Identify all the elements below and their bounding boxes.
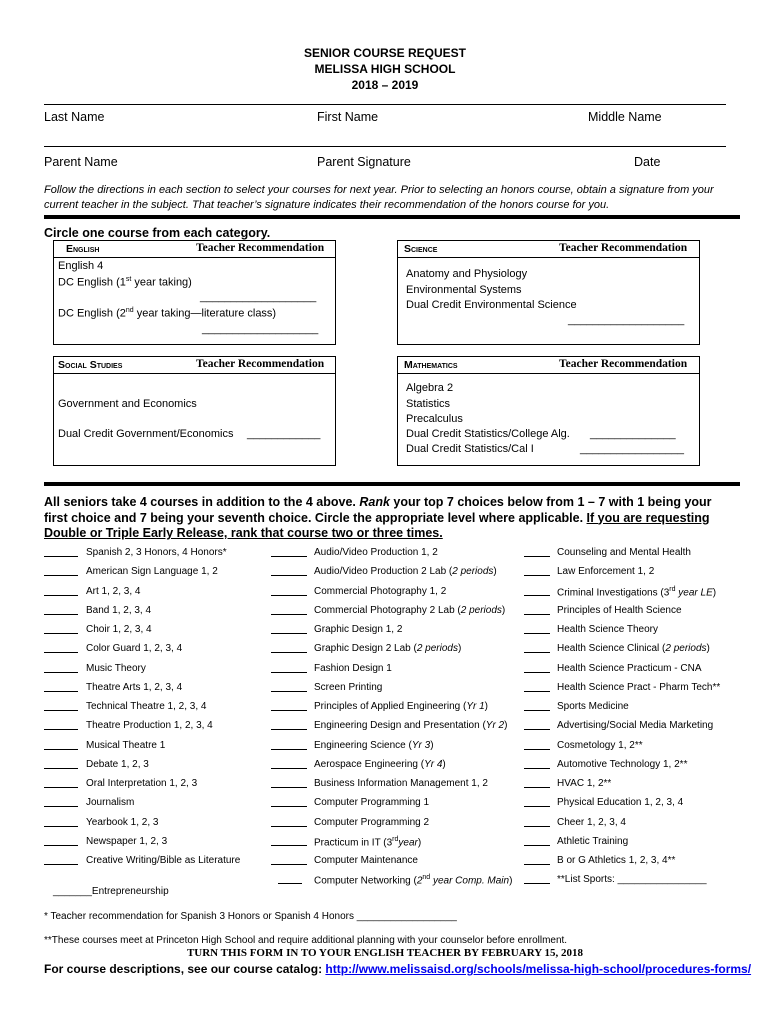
rank-blank[interactable]	[271, 566, 307, 576]
option-superscript: nd	[422, 874, 431, 882]
option-label: Engineering Design and Presentation (	[314, 720, 486, 732]
rank-blank[interactable]	[271, 643, 307, 653]
rank-text-1: All seniors take 4 courses in addition to the 4 above.	[44, 495, 360, 509]
course-dc-english-2[interactable]	[58, 307, 276, 320]
col2-option[interactable]	[314, 701, 488, 712]
science-teacher-sig[interactable]: ___________________	[568, 314, 685, 326]
english-category: English	[66, 243, 100, 255]
rank-blank[interactable]	[44, 797, 78, 807]
option-label: Oral Interpretation 1, 2, 3	[86, 778, 198, 789]
mathematics-box	[397, 356, 700, 466]
circle-one-title: Circle one course from each category.	[44, 226, 271, 240]
col3-option[interactable]	[557, 566, 654, 577]
option-label: Principles of Health Science	[557, 604, 682, 616]
course-gov-econ[interactable]: Government and Economics	[58, 398, 197, 410]
rank-blank[interactable]	[524, 874, 550, 884]
section-divider-thick	[44, 215, 740, 219]
col1-option[interactable]	[86, 586, 140, 597]
rank-blank[interactable]	[44, 663, 78, 673]
option-label: Athletic Training	[557, 835, 629, 847]
rank-emphasis: Rank	[359, 495, 390, 509]
course-dc-english-1[interactable]	[58, 276, 192, 289]
rank-blank[interactable]	[44, 566, 78, 576]
option-label: Commercial Photography 2 Lab (	[314, 604, 461, 616]
rank-blank[interactable]	[44, 547, 78, 557]
option-label: Criminal Investigations (3	[557, 586, 670, 598]
course-anatomy[interactable]: Anatomy and Physiology	[406, 268, 528, 280]
course-precalculus[interactable]: Precalculus	[406, 413, 463, 425]
col3-option[interactable]	[557, 701, 629, 712]
teacher-rec-heading: Teacher Recommendation	[559, 242, 688, 254]
col2-option[interactable]	[314, 586, 446, 597]
sup-nd: nd	[125, 307, 134, 314]
option-label: Practicum in IT (3	[314, 837, 393, 849]
option-label: Theatre Arts 1, 2, 3, 4	[86, 681, 183, 693]
option-italic: year	[398, 837, 418, 849]
col3-option[interactable]	[557, 778, 611, 789]
col1-option[interactable]	[86, 605, 151, 616]
col1-option[interactable]	[86, 797, 134, 808]
option-label: Computer Maintenance	[314, 855, 418, 866]
col2-option[interactable]	[314, 855, 418, 866]
course-dc-english-1-rest: year taking)	[131, 276, 192, 289]
parent-name-label: Parent Name	[44, 155, 118, 169]
col1-option[interactable]	[86, 817, 158, 828]
option-label: Fashion Design 1	[314, 662, 392, 674]
school-year: 2018 – 2019	[351, 78, 419, 92]
rank-blank[interactable]	[271, 605, 307, 615]
course-english-4[interactable]: English 4	[58, 260, 104, 272]
middle-name-label: Middle Name	[588, 110, 662, 124]
option-label: Advertising/Social Media Marketing	[557, 720, 714, 732]
col1-option[interactable]	[86, 547, 227, 558]
english-teacher-sig-2[interactable]: ___________________	[202, 323, 319, 335]
option-label: Engineering Science (	[314, 739, 412, 751]
option-label: Health Science Pract - Pharm Tech**	[557, 681, 721, 693]
teacher-rec-heading: Teacher Recommendation	[196, 358, 325, 370]
rank-blank[interactable]	[524, 643, 550, 653]
col2-option[interactable]	[314, 817, 429, 828]
directions-text: Follow the directions in each section to select your courses for next year. Prior to selecting an honors course, obtain a signature from your current teacher in the subject. That teacher’s signature indicates their recommendation of the honors course for you.	[44, 184, 714, 211]
col2-option[interactable]	[314, 682, 382, 693]
col2-option[interactable]	[314, 759, 446, 770]
rank-blank[interactable]	[44, 740, 78, 750]
math-box-header	[398, 357, 699, 374]
option-label: Journalism	[86, 797, 135, 809]
rank-blank[interactable]	[271, 836, 307, 846]
option-label: Spanish 2, 3 Honors, 4 Honors*	[86, 547, 227, 558]
rank-blank[interactable]	[271, 740, 307, 750]
col2-option[interactable]	[314, 566, 497, 577]
option-label: Debate 1, 2, 3	[86, 758, 149, 770]
science-box-header	[398, 241, 699, 258]
option-label: Computer Programming 2	[314, 816, 430, 828]
rank-text-2: your top 7 choices below from 1 – 7 with 1 being your first choice and 7 being your seventh choice. Circle the appropriate level where applicable.	[44, 495, 712, 525]
rank-blank[interactable]	[524, 586, 550, 596]
option-paren-close: )	[504, 720, 508, 732]
rank-blank[interactable]	[44, 759, 78, 769]
option-label: Cheer 1, 2, 3, 4	[557, 816, 626, 828]
rank-blank[interactable]	[271, 778, 307, 788]
english-box-header	[54, 241, 335, 258]
rank-blank[interactable]	[524, 836, 550, 846]
option-paren-close: )	[493, 566, 497, 578]
col2-option[interactable]	[314, 797, 429, 808]
social-teacher-sig[interactable]: ____________	[247, 428, 321, 440]
col1-option[interactable]	[86, 566, 218, 577]
rank-blank[interactable]	[271, 663, 307, 673]
teacher-rec-heading: Teacher Recommendation	[196, 242, 325, 254]
science-box	[397, 240, 700, 345]
option-entrepreneurship[interactable]: _______Entrepreneurship	[53, 886, 169, 897]
option-label: American Sign Language 1, 2	[86, 566, 218, 578]
col3-option[interactable]	[557, 720, 713, 731]
option-label: Computer Networking (	[314, 875, 417, 887]
col2-option[interactable]	[314, 624, 402, 635]
rank-blank[interactable]	[524, 740, 550, 750]
col3-option[interactable]	[557, 874, 707, 885]
col2-option[interactable]	[314, 778, 488, 789]
option-italic: 2 periods	[452, 566, 494, 578]
option-label: Newspaper 1, 2, 3	[86, 835, 168, 847]
option-label: HVAC 1, 2**	[557, 778, 612, 789]
course-dc-english-1-text: DC English (1	[58, 276, 126, 289]
option-label: Business Information Management 1, 2	[314, 778, 488, 789]
option-label: Audio/Video Production 1, 2	[314, 547, 438, 558]
option-italic: Yr 3	[411, 739, 431, 751]
course-dc-stats-alg[interactable]: Dual Credit Statistics/College Alg.	[406, 428, 570, 440]
rank-blank[interactable]	[44, 855, 78, 865]
col3-option[interactable]	[557, 740, 643, 751]
option-paren-close: )	[430, 739, 434, 751]
option-label: Health Science Theory	[557, 624, 658, 635]
option-label: Creative Writing/Bible as Literature	[86, 855, 241, 866]
rank-blank[interactable]	[524, 701, 550, 711]
col1-option[interactable]	[86, 740, 165, 751]
col3-option[interactable]	[557, 547, 691, 558]
course-algebra-2[interactable]: Algebra 2	[406, 382, 454, 394]
rank-blank[interactable]	[524, 663, 550, 673]
rank-blank[interactable]	[524, 566, 550, 576]
rank-blank[interactable]	[271, 817, 307, 827]
option-label: Law Enforcement 1, 2	[557, 566, 655, 578]
option-label: Band 1, 2, 3, 4	[86, 604, 152, 616]
col1-option[interactable]	[86, 778, 197, 789]
option-label: Audio/Video Production 2 Lab (	[314, 566, 453, 578]
col1-option[interactable]	[86, 682, 182, 693]
rank-blank[interactable]	[44, 624, 78, 634]
catalog-link[interactable]: http://www.melissaisd.org/schools/melissa-high-school/procedures-forms/	[325, 962, 752, 976]
rank-blank[interactable]	[44, 701, 78, 711]
col2-option[interactable]	[314, 547, 438, 558]
option-paren-close: )	[501, 604, 506, 616]
col1-option[interactable]	[86, 855, 240, 866]
option-label: Art 1, 2, 3, 4	[86, 585, 141, 597]
rank-blank[interactable]	[271, 682, 307, 692]
col3-option[interactable]	[557, 836, 628, 847]
col3-option[interactable]	[557, 663, 702, 674]
course-env-systems[interactable]: Environmental Systems	[406, 284, 522, 296]
col3-option[interactable]	[557, 817, 626, 828]
rank-blank[interactable]	[44, 586, 78, 596]
option-label: Yearbook 1, 2, 3	[86, 816, 159, 828]
course-dc-gov-econ[interactable]: Dual Credit Government/Economics	[58, 428, 234, 440]
rank-blank[interactable]	[524, 682, 550, 692]
course-statistics[interactable]: Statistics	[406, 398, 451, 410]
option-label: Commercial Photography 1, 2	[314, 585, 447, 597]
rank-blank[interactable]	[524, 797, 550, 807]
rank-blank[interactable]	[271, 586, 307, 596]
option-label: **List Sports: ________________	[557, 874, 707, 886]
course-dc-english-2-rest: year taking—literature class)	[133, 307, 277, 320]
option-italic: year Comp. Main	[430, 875, 510, 887]
course-dc-english-2-text: DC English (2	[58, 307, 126, 320]
option-superscript: rd	[669, 585, 676, 593]
option-label: Music Theory	[86, 662, 146, 674]
rank-blank[interactable]	[44, 682, 78, 692]
option-label: Musical Theatre 1	[86, 739, 166, 751]
social-studies-box	[53, 356, 336, 466]
option-italic: 2 periods	[665, 643, 707, 655]
option-italic: Yr 4	[424, 758, 443, 770]
option-label: Physical Education 1, 2, 3, 4	[557, 797, 684, 809]
turn-in-instruction: TURN THIS FORM IN TO YOUR ENGLISH TEACHER BY FEBRUARY 15, 2018	[186, 947, 584, 959]
rank-blank[interactable]	[524, 778, 550, 788]
col3-option[interactable]	[557, 855, 675, 866]
school-name: MELISSA HIGH SCHOOL	[314, 62, 456, 76]
col3-option[interactable]	[557, 624, 658, 635]
section-divider-thick-2	[44, 482, 740, 486]
option-label: Computer Programming 1	[314, 797, 430, 809]
option-label: Health Science Clinical (	[557, 643, 666, 655]
form-title: SENIOR COURSE REQUEST	[303, 46, 467, 60]
option-label: Graphic Design 2 Lab (	[314, 643, 417, 655]
rank-blank[interactable]	[271, 855, 307, 865]
col3-option[interactable]	[557, 643, 710, 654]
last-name-label: Last Name	[44, 110, 105, 124]
option-paren-close: )	[457, 643, 462, 655]
option-italic: Yr 1	[466, 701, 485, 712]
english-teacher-sig-1[interactable]: ___________________	[200, 291, 317, 303]
option-italic: Yr 2	[485, 720, 505, 732]
rank-blank[interactable]	[278, 874, 302, 884]
option-label: Cosmetology 1, 2**	[557, 739, 643, 751]
option-paren-close: )	[712, 586, 717, 598]
rank-blank[interactable]	[524, 855, 550, 865]
col2-option[interactable]	[314, 605, 505, 616]
col2-option[interactable]	[314, 740, 434, 751]
option-label: Theatre Production 1, 2, 3, 4	[86, 720, 213, 732]
rank-blank[interactable]	[44, 643, 78, 653]
english-box	[53, 240, 336, 345]
rank-blank[interactable]	[524, 720, 550, 730]
col3-option[interactable]	[557, 605, 682, 616]
option-italic: year LE	[675, 586, 713, 598]
rank-blank[interactable]	[44, 817, 78, 827]
col3-option[interactable]	[557, 586, 716, 598]
rank-blank[interactable]	[524, 547, 550, 557]
rank-blank[interactable]	[44, 778, 78, 788]
rank-blank[interactable]	[271, 797, 307, 807]
date-label: Date	[634, 155, 661, 169]
option-label: Counseling and Mental Health	[557, 547, 691, 558]
rank-blank[interactable]	[44, 836, 78, 846]
footnote-spanish: * Teacher recommendation for Spanish 3 Honors or Spanish 4 Honors __________________	[44, 911, 457, 922]
course-dc-env-science[interactable]: Dual Credit Environmental Science	[406, 299, 577, 311]
social-box-header	[54, 357, 335, 374]
option-paren-close: )	[706, 643, 710, 655]
first-name-label: First Name	[317, 110, 379, 124]
rank-blank[interactable]	[524, 759, 550, 769]
math-category: Mathematics	[404, 359, 458, 371]
option-label: Graphic Design 1, 2	[314, 624, 403, 635]
option-label: Technical Theatre 1, 2, 3, 4	[86, 701, 207, 712]
option-label: Aerospace Engineering (	[314, 758, 425, 770]
option-paren-close: )	[417, 837, 422, 849]
sup-st: st	[125, 276, 132, 283]
rank-blank[interactable]	[44, 720, 78, 730]
rank-instructions	[44, 495, 734, 542]
col3-option[interactable]	[557, 797, 683, 808]
option-paren-close: )	[509, 875, 513, 887]
option-italic: 2 periods	[460, 604, 502, 616]
option-label: Health Science Practicum - CNA	[557, 662, 702, 674]
option-label: Choir 1, 2, 3, 4	[86, 624, 152, 635]
math-teacher-sig-2[interactable]: _________________	[580, 443, 685, 455]
option-label: Color Guard 1, 2, 3, 4	[86, 643, 183, 655]
rank-blank[interactable]	[524, 605, 550, 615]
catalog-label: For course descriptions, see our course catalog:	[44, 962, 326, 976]
rank-blank[interactable]	[524, 817, 550, 827]
rank-blank[interactable]	[271, 624, 307, 634]
parent-signature-label: Parent Signature	[317, 155, 411, 169]
teacher-rec-heading: Teacher Recommendation	[559, 358, 688, 370]
social-category: Social Studies	[58, 359, 123, 371]
col1-option[interactable]	[86, 720, 213, 731]
math-teacher-sig-1[interactable]: ______________	[590, 428, 676, 440]
name-field-line[interactable]	[44, 146, 726, 147]
col2-option[interactable]	[314, 643, 461, 654]
option-paren-close: )	[442, 758, 446, 770]
col2-option[interactable]	[314, 663, 392, 674]
option-label: Sports Medicine	[557, 701, 629, 712]
course-dc-stats-cal[interactable]: Dual Credit Statistics/Cal I	[406, 443, 534, 455]
col1-option[interactable]	[86, 759, 149, 770]
rank-blank[interactable]	[271, 720, 307, 730]
col1-option[interactable]	[86, 643, 182, 654]
catalog-line	[44, 962, 751, 976]
col1-option[interactable]	[86, 624, 152, 635]
col1-option[interactable]	[86, 663, 146, 674]
option-superscript: rd	[392, 835, 399, 843]
rank-blank[interactable]	[271, 547, 307, 557]
option-label: Principles of Applied Engineering (	[314, 701, 467, 712]
option-italic: 2 periods	[416, 643, 458, 655]
option-label: B or G Athletics 1, 2, 3, 4**	[557, 855, 676, 866]
footnote-princeton: **These courses meet at Princeton High School and require additional planning with your counselor before enrollment.	[44, 935, 568, 946]
rank-blank[interactable]	[524, 624, 550, 634]
name-top-rule	[44, 104, 726, 105]
option-label: Screen Printing	[314, 681, 383, 693]
col1-option[interactable]	[86, 701, 206, 712]
rank-blank[interactable]	[44, 605, 78, 615]
early-release-note: If you are requesting Double or Triple Early Release, rank that course two or three times.	[44, 510, 710, 540]
col2-option[interactable]	[314, 720, 507, 731]
option-label: Automotive Technology 1, 2**	[557, 758, 688, 770]
science-category: Science	[404, 243, 438, 255]
option-italic-num: 2	[416, 875, 423, 887]
rank-blank[interactable]	[271, 701, 307, 711]
col1-option[interactable]	[86, 836, 167, 847]
option-paren-close: )	[484, 701, 489, 712]
col2-option[interactable]	[314, 874, 512, 886]
col3-option[interactable]	[557, 682, 720, 693]
col3-option[interactable]	[557, 759, 687, 770]
rank-blank[interactable]	[271, 759, 307, 769]
col2-option[interactable]	[314, 836, 421, 848]
